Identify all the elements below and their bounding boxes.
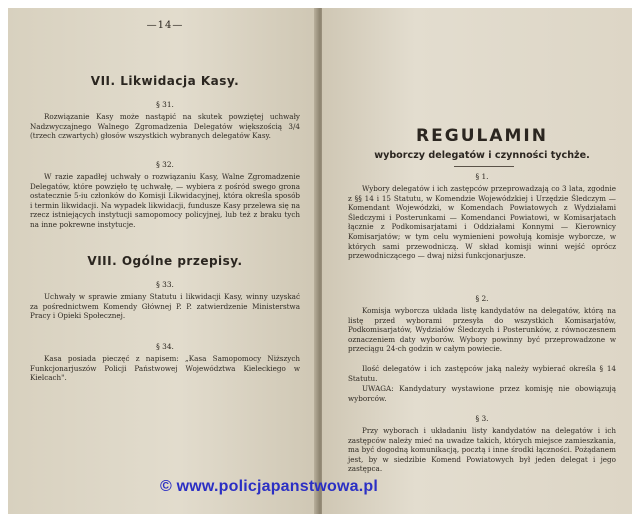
- section-1-label: § 1.: [475, 172, 489, 181]
- title-divider: [454, 166, 514, 167]
- chapter-7-heading: VII. Likwidacja Kasy.: [90, 74, 240, 88]
- section-2-text: Komisja wyborcza układa listę kandydatów na delegatów, którą na listę przed wyborami przesyła do wszystkich Komisarjatów, Podkomisarjatów, Wydziałów Śledczych i Posterunków, z równoczesnem oznaczeniem daty wyborów. Wybory powinny być przeprowadzone w przeciągu 24-ch godzin w całym powiecie.: [348, 306, 616, 354]
- section-3-label: § 3.: [475, 414, 489, 423]
- section-2-text-b: Ilość delegatów i ich zastępców jaką należy wybierać określa § 14 Statutu.: [348, 364, 616, 383]
- page-number: —14—: [146, 20, 184, 31]
- section-34-text: Kasa posiada pieczęć z napisem: „Kasa Samopomocy Niższych Funkcjonarjuszów Policji Państwowej Województwa Kieleckiego w Kielcach".: [30, 354, 300, 383]
- section-3-text: Przy wyborach i układaniu listy kandydatów na delegatów i ich zastępców należy mieć na uwadze takich, których miejsce zamieszkania, ma być dogodną komunikacją, pocztą i inne środki łączności. Pożądanem jest, by w siedzibie Komend Powiatowych był jeden delegat i jego zastępca.: [348, 426, 616, 474]
- section-33-text: Uchwały w sprawie zmiany Statutu i likwidacji Kasy, winny uzyskać za pośrednictwem Komendy Głównej P. P. zatwierdzenie Ministerstwa Pracy i Opieki Społecznej.: [30, 292, 300, 321]
- section-32-label: § 32.: [156, 160, 174, 169]
- regulation-title: REGULAMIN: [416, 126, 548, 146]
- chapter-8-heading: VIII. Ogólne przepisy.: [87, 254, 243, 268]
- watermark-text: © www.policjapanstwowa.pl: [160, 478, 378, 495]
- section-1-text: Wybory delegatów i ich zastępców przeprowadzają co 3 lata, zgodnie z §§ 14 i 15 Statutu, w Komendzie Wojewódzkiej i Urzędzie Śledczym — Komendant Wojewódzki, w Komendach Powiatowych z Wydziałami Śledczymi i Posterunkami — Komendanci Powiatowi, w Komisarjatach łącznie z Podkomisarjatami i Oddziałami Konnymi — Kierownicy Komisarjatów; w tym celu wymienieni powołują komisje wyborcze, w których sami przewodniczą. W skład komisji winni wejść oprócz przewodniczącego — dwaj niżsi funkcjonarjusze.: [348, 184, 616, 261]
- left-page: [8, 8, 318, 514]
- section-32-text: W razie zapadłej uchwały o rozwiązaniu Kasy, Walne Zgromadzenie Delegatów, które powzięło tę uchwałę, — wybiera z pośród swego grona ostatecznie 5-iu członków do Komisji Likwidacyjnej, która określa sposób i termin likwidacji. Na wypadek likwidacji, fundusze Kasy przelewa się na rzecz istniejących instytucji samopomocy policyjnej, lub też z braku tych na inne pokrewne instytucje.: [30, 172, 300, 229]
- regulation-subtitle: wyborczy delegatów i czynności tychże.: [374, 150, 590, 161]
- section-33-label: § 33.: [156, 280, 174, 289]
- booklet-spread: [8, 8, 632, 514]
- section-34-label: § 34.: [156, 342, 174, 351]
- section-2-label: § 2.: [475, 294, 489, 303]
- section-31-label: § 31.: [156, 100, 174, 109]
- section-2-note: UWAGA: Kandydatury wystawione przez komisję nie obowiązują wyborców.: [348, 384, 616, 403]
- right-page: [322, 8, 632, 514]
- section-31-text: Rozwiązanie Kasy może nastąpić na skutek powziętej uchwały Nadzwyczajnego Walnego Zgromadzenia Delegatów większością 3/4 (trzech czwartych) głosów wszystkich wybranych delegatów Kasy.: [30, 112, 300, 141]
